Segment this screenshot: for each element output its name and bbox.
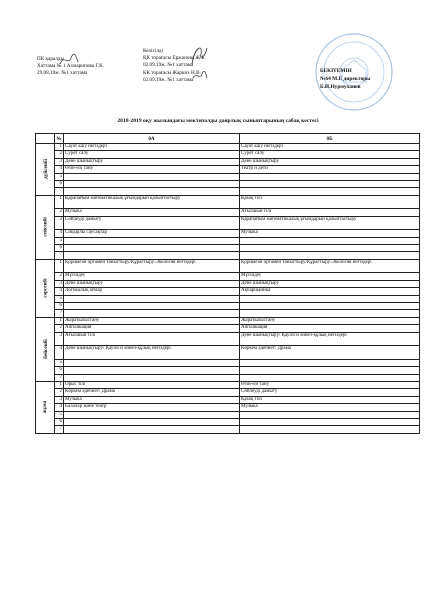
lesson-cell-0a: Аппликация	[64, 325, 240, 332]
lesson-number-cell: 4	[55, 288, 64, 295]
lesson-cell-0b	[240, 359, 420, 366]
lesson-number-cell: 2	[55, 389, 64, 396]
lesson-cell-0a: Дене шынықтыру/ Қауіпсіз мінез-құлық негіздері	[64, 346, 240, 360]
lesson-number-cell: 3	[55, 158, 64, 165]
day-name-cell	[36, 144, 55, 196]
table-row	[36, 216, 420, 230]
lesson-cell-0b	[240, 367, 420, 374]
lesson-cell-0a	[64, 173, 240, 180]
lesson-number-cell: 7	[55, 188, 64, 195]
table-row	[36, 389, 420, 396]
table-row	[36, 230, 420, 237]
lesson-cell-0b: Музыка	[240, 404, 420, 411]
table-row	[36, 158, 420, 165]
schedule-table	[35, 133, 420, 434]
table-row	[36, 404, 420, 411]
lesson-number-cell: 7	[55, 310, 64, 317]
approval-middle-line: ҚК торағасы Ержанова Ж.Б.	[143, 55, 206, 62]
document-title: 2018-2019 оқу жылындағы мектепалды даярлық сыныптарының сабақ кестесі	[117, 118, 319, 124]
lesson-number-cell: 1	[55, 195, 64, 209]
lesson-cell-0a: Дене шынықтыру	[64, 158, 240, 165]
lesson-cell-0a	[64, 374, 240, 381]
lesson-number-cell: 2	[55, 209, 64, 216]
table-row	[36, 295, 420, 302]
table-row	[36, 359, 420, 366]
lesson-cell-0a	[64, 418, 240, 425]
lesson-number-cell: 6	[55, 303, 64, 310]
lesson-cell-0a	[64, 180, 240, 187]
lesson-cell-0b: Қазақ тілі	[240, 396, 420, 403]
lesson-number-cell: 3	[55, 332, 64, 346]
lesson-cell-0b: Ағылшын тілі	[240, 209, 420, 216]
lesson-cell-0a: Логикалық ойлар	[64, 288, 240, 295]
table-row	[36, 381, 420, 388]
lesson-cell-0a: Көркем әдебиет/ Драма	[64, 389, 240, 396]
table-row	[36, 180, 420, 187]
lesson-cell-0a: Ағылшын тілі	[64, 332, 240, 346]
table-row	[36, 237, 420, 244]
table-row	[36, 418, 420, 425]
lesson-cell-0b: Қазақ тілі	[240, 195, 420, 209]
lesson-cell-0a: Қоршаған ортамен таныстыру/Құрастыру/Экология негіздері	[64, 259, 240, 273]
lesson-number-cell: 6	[55, 367, 64, 374]
lesson-cell-0a: Сиқырлы саусақтар	[64, 230, 240, 237]
lesson-cell-0b: Жаратылыстану	[240, 317, 420, 324]
table-row	[36, 252, 420, 259]
lesson-cell-0a: Сурет салу	[64, 151, 240, 158]
lesson-number-cell: 4	[55, 404, 64, 411]
lesson-cell-0a: Мүсіндеу	[64, 273, 240, 280]
approval-middle-line: 02.09.19ж. №1 хаттама	[143, 62, 194, 69]
lesson-cell-0b: Ақбаршаника	[240, 288, 420, 295]
lesson-cell-0b: Қарапайым математикалық ұғымдарын қалыптастыру	[240, 216, 420, 230]
approval-middle-block	[143, 48, 206, 84]
table-row	[36, 426, 420, 433]
table-row	[36, 317, 420, 324]
lesson-cell-0b: Сөйлеуді дамыту	[240, 389, 420, 396]
lesson-cell-0b: Дене шынықтыру	[240, 280, 420, 287]
header-day-cell	[36, 134, 55, 144]
day-name-cell	[36, 381, 55, 433]
lesson-cell-0b: Көркем әдебиет/ Драма	[240, 346, 420, 360]
table-row	[36, 310, 420, 317]
lesson-number-cell: 5	[55, 359, 64, 366]
table-row	[36, 144, 420, 151]
lesson-cell-0a: Сауат ашу негіздері	[64, 144, 240, 151]
table-row	[36, 303, 420, 310]
lesson-number-cell: 2	[55, 151, 64, 158]
table-row	[36, 367, 420, 374]
lesson-cell-0a: Қарапайым математикалық ұғымдарын қалыптастыру	[64, 195, 240, 209]
table-row	[36, 332, 420, 346]
lesson-cell-0b	[240, 188, 420, 195]
lesson-cell-0b	[240, 374, 420, 381]
lesson-cell-0b: Дене шынықтыру/ Қауіпсіз мінез-құлық негіздері	[240, 332, 420, 346]
lesson-cell-0b: Аппликация	[240, 325, 420, 332]
lesson-cell-0b	[240, 245, 420, 252]
lesson-cell-0a	[64, 359, 240, 366]
lesson-number-cell: 2	[55, 325, 64, 332]
approval-right-line: Б.И.Нурмуханов	[320, 84, 361, 90]
table-row	[36, 273, 420, 280]
lesson-number-cell: 7	[55, 252, 64, 259]
table-row	[36, 188, 420, 195]
lesson-cell-0b	[240, 426, 420, 433]
table-row	[36, 195, 420, 209]
table-row	[36, 374, 420, 381]
lesson-cell-0b: Сауат ашу негіздері	[240, 144, 420, 151]
table-row	[36, 245, 420, 252]
day-name-label: сейсенбі	[42, 217, 49, 237]
header-class-0a: 0А	[64, 134, 240, 144]
lesson-cell-0b	[240, 310, 420, 317]
lesson-number-cell: 4	[55, 230, 64, 237]
table-row	[36, 151, 420, 158]
lesson-cell-0a: Музыка	[64, 396, 240, 403]
table-row	[36, 209, 420, 216]
lesson-number-cell: 4	[55, 346, 64, 360]
lesson-cell-0a	[64, 245, 240, 252]
day-name-label: бейсенбі	[42, 339, 49, 359]
lesson-cell-0a: Балалар және театр	[64, 404, 240, 411]
lesson-cell-0a	[64, 188, 240, 195]
lesson-number-cell: 5	[55, 237, 64, 244]
lesson-cell-0a: Дене шынықтыру	[64, 280, 240, 287]
lesson-number-cell: 5	[55, 295, 64, 302]
lesson-number-cell: 3	[55, 280, 64, 287]
lesson-cell-0b	[240, 418, 420, 425]
day-name-cell	[36, 195, 55, 259]
table-row	[36, 259, 420, 273]
approval-middle-line: 02.09.19ж. №1 хаттама	[143, 76, 194, 83]
day-name-label: сәрсенбі	[42, 278, 49, 298]
lesson-cell-0b	[240, 295, 420, 302]
header-class-0b: 0Б	[240, 134, 420, 144]
lesson-cell-0b	[240, 173, 420, 180]
table-row	[36, 396, 420, 403]
table-row	[36, 280, 420, 287]
lesson-cell-0b: Өзін-өзі тану	[240, 381, 420, 388]
day-name-cell	[36, 317, 55, 381]
approval-left-line: 29.08.19ж. №1 хаттама	[37, 70, 88, 77]
lesson-number-cell: 6	[55, 180, 64, 187]
lesson-cell-0a	[64, 310, 240, 317]
approval-left-block	[37, 56, 104, 78]
approval-right-line: БЕКІТЕМІН	[320, 68, 352, 74]
lesson-number-cell: 1	[55, 259, 64, 273]
lesson-cell-0a	[64, 411, 240, 418]
lesson-cell-0a: Жаратылыстану	[64, 317, 240, 324]
approval-middle-line: Келісілді	[143, 48, 164, 54]
lesson-number-cell: 7	[55, 374, 64, 381]
lesson-number-cell: 7	[55, 426, 64, 433]
lesson-cell-0a	[64, 237, 240, 244]
lesson-number-cell: 2	[55, 273, 64, 280]
lesson-number-cell: 5	[55, 173, 64, 180]
lesson-cell-0b	[240, 252, 420, 259]
lesson-number-cell: 1	[55, 381, 64, 388]
table-row	[36, 411, 420, 418]
lesson-number-cell: 6	[55, 418, 64, 425]
table-row	[36, 346, 420, 360]
lesson-cell-0a: Өзін-өзі тану	[64, 166, 240, 173]
table-row	[36, 173, 420, 180]
lesson-number-cell: 6	[55, 245, 64, 252]
table-row	[36, 288, 420, 295]
lesson-cell-0a: Музыка	[64, 209, 240, 216]
lesson-number-cell: 3	[55, 396, 64, 403]
table-row	[36, 325, 420, 332]
day-name-label: дүйсенбі	[42, 158, 49, 179]
lesson-cell-0b	[240, 411, 420, 418]
table-row	[36, 166, 420, 173]
lesson-cell-0b	[240, 180, 420, 187]
header-number-cell: №	[56, 135, 62, 142]
lesson-cell-0a	[64, 295, 240, 302]
lesson-cell-0a: Сөйлеуді дамыту	[64, 216, 240, 230]
approval-left-line: Хаттама № 1 Ахмарипова Г.К.	[37, 63, 104, 70]
day-name-label: жұма	[41, 400, 48, 414]
lesson-cell-0b	[240, 303, 420, 310]
lesson-cell-0a	[64, 303, 240, 310]
approval-right-line: №64 М.Е директоры	[320, 76, 371, 82]
lesson-cell-0a	[64, 252, 240, 259]
lesson-number-cell: 1	[55, 144, 64, 151]
lesson-cell-0b: Сурет салу	[240, 151, 420, 158]
approval-left-line: ПК қаралды	[37, 56, 64, 62]
day-name-cell	[36, 259, 55, 317]
approval-right-block	[320, 67, 370, 91]
lesson-number-cell: 5	[55, 411, 64, 418]
lesson-cell-0b: Мүсіндеу	[240, 273, 420, 280]
lesson-cell-0b: Театр и дети	[240, 166, 420, 173]
lesson-cell-0b: Дене шынықтыру	[240, 158, 420, 165]
lesson-cell-0a	[64, 426, 240, 433]
approval-middle-line: КК торағасы Жарких Н.В.	[143, 69, 201, 76]
lesson-cell-0a: Орыс тілі	[64, 381, 240, 388]
lesson-cell-0b: Музыка	[240, 230, 420, 237]
lesson-cell-0b	[240, 237, 420, 244]
lesson-number-cell: 1	[55, 317, 64, 324]
lesson-cell-0b: Қоршаған ортамен таныстыру/Құрастыру/Экология негіздері	[240, 259, 420, 273]
lesson-number-cell: 3	[55, 216, 64, 230]
lesson-cell-0a	[64, 367, 240, 374]
lesson-number-cell: 4	[55, 166, 64, 173]
